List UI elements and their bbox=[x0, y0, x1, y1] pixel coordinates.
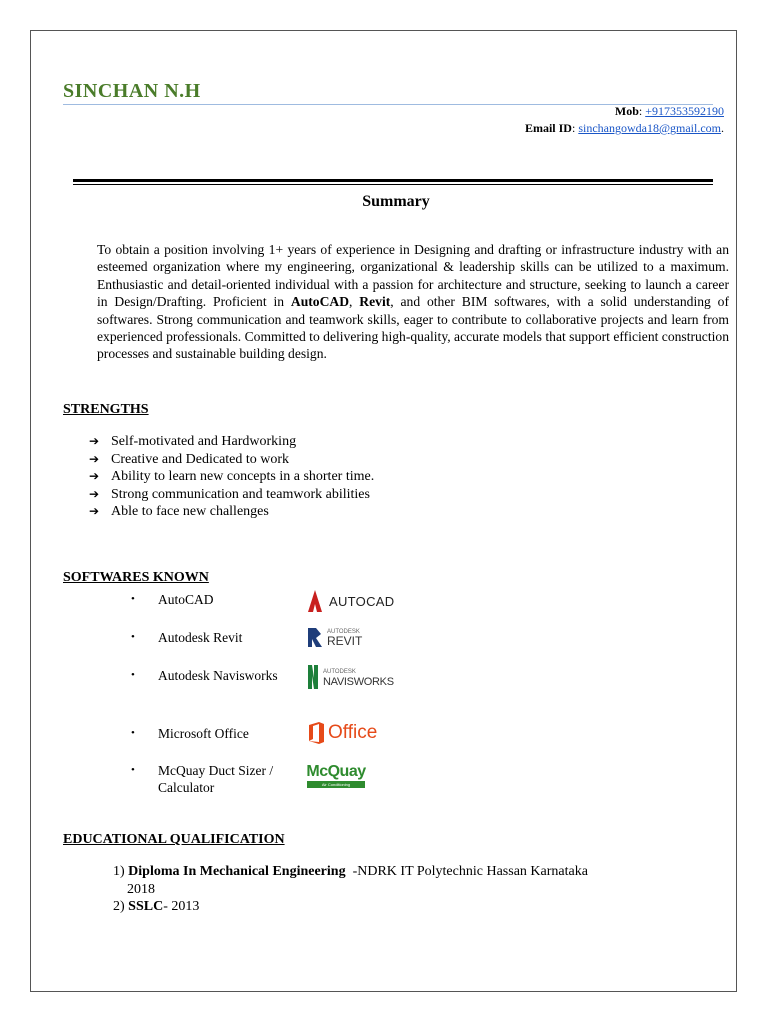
summary-title: Summary bbox=[362, 193, 430, 210]
office-logo bbox=[307, 717, 377, 749]
autocad-icon bbox=[307, 589, 323, 613]
email-line: Email ID: sinchangowda18@gmail.com. bbox=[524, 121, 724, 135]
summary-paragraph bbox=[97, 241, 729, 363]
mobile-line: Mob: +917353592190 bbox=[614, 104, 724, 118]
summary-text-1: To obtain a position involving 1+ years of experience in Designing and drafting or infrastructure industry with an esteemed organization where my engineering, organizational & leadership skills can be utilized to a maximum. Enthusiastic and detail-oriented individual with a passion for architecture and structure, seeking to launch a career in Design/Drafting. Proficient in bbox=[97, 242, 729, 310]
contact-block bbox=[525, 103, 724, 137]
software-label: Autodesk Navisworks bbox=[158, 668, 278, 683]
software-label: McQuay Duct Sizer / Calculator bbox=[158, 763, 274, 795]
list-item bbox=[89, 451, 374, 469]
arrow-right-icon: ➔ bbox=[89, 434, 100, 448]
education-heading: EDUCATIONAL QUALIFICATION bbox=[63, 832, 285, 847]
list-item bbox=[89, 503, 374, 521]
section-divider-thin bbox=[73, 184, 713, 185]
bullet: • bbox=[131, 727, 135, 739]
revit-logo-text-group bbox=[327, 628, 362, 646]
education-list bbox=[113, 863, 673, 916]
navisworks-logo-top: AUTODESK bbox=[323, 669, 356, 675]
strength-text: Creative and Dedicated to work bbox=[111, 451, 290, 467]
navisworks-logo bbox=[307, 661, 394, 693]
mcquay-logo-sub: Air Conditioning bbox=[307, 781, 365, 788]
navisworks-logo-text: NAVISWORKS bbox=[323, 676, 394, 688]
section-divider-thick bbox=[73, 179, 713, 182]
revit-logo-top: AUTODESK bbox=[327, 629, 360, 635]
summary-text-2: , bbox=[349, 294, 360, 310]
education-detail: -NDRK IT Polytechnic Hassan Karnataka bbox=[345, 864, 588, 879]
summary-bold-autocad: AutoCAD bbox=[290, 294, 350, 310]
software-label: AutoCAD bbox=[158, 592, 214, 607]
resume-page bbox=[30, 30, 737, 992]
navisworks-icon bbox=[307, 664, 319, 690]
strength-text: Able to face new challenges bbox=[111, 504, 269, 519]
summary-bold-revit: Revit bbox=[359, 294, 391, 310]
list-item bbox=[113, 863, 673, 898]
revit-logo bbox=[307, 621, 362, 653]
arrow-right-icon: ➔ bbox=[89, 504, 100, 518]
mobile-link[interactable]: +917353592190 bbox=[645, 104, 724, 118]
mcquay-logo bbox=[307, 759, 365, 791]
education-number: 1) bbox=[113, 864, 125, 879]
bullet: • bbox=[131, 631, 135, 643]
autocad-logo-text: AUTOCAD bbox=[329, 593, 395, 609]
education-title: Diploma In Mechanical Engineering bbox=[128, 864, 346, 879]
strength-text: Self-motivated and Hardworking bbox=[111, 434, 297, 449]
softwares-heading: SOFTWARES KNOWN bbox=[63, 570, 209, 585]
education-number: 2) bbox=[113, 899, 125, 914]
bullet: • bbox=[131, 593, 135, 605]
strength-text: Strong communication and teamwork abilities bbox=[111, 486, 370, 502]
revit-logo-text: REVIT bbox=[327, 634, 363, 648]
email-link[interactable]: sinchangowda18@gmail.com bbox=[578, 121, 721, 135]
software-label: Microsoft Office bbox=[158, 726, 249, 741]
list-item bbox=[89, 486, 374, 504]
list-item bbox=[89, 468, 374, 486]
education-year: 2018 bbox=[127, 881, 155, 897]
strengths-list bbox=[89, 433, 374, 521]
email-suffix: . bbox=[721, 121, 724, 135]
education-title: SSLC bbox=[128, 899, 164, 914]
email-label: Email ID bbox=[524, 121, 572, 135]
candidate-name: SINCHAN N.H bbox=[63, 80, 201, 102]
arrow-right-icon: ➔ bbox=[89, 469, 100, 483]
list-item bbox=[113, 898, 673, 916]
autocad-logo bbox=[307, 585, 394, 617]
revit-icon bbox=[307, 626, 323, 648]
mobile-label: Mob bbox=[614, 104, 639, 118]
office-logo-text: Office bbox=[328, 722, 378, 743]
office-icon bbox=[307, 721, 325, 745]
strengths-heading: STRENGTHS bbox=[63, 402, 149, 417]
arrow-right-icon: ➔ bbox=[89, 486, 100, 501]
strength-text: Ability to learn new concepts in a shorter time. bbox=[111, 469, 375, 484]
bullet: • bbox=[131, 669, 135, 681]
bullet: • bbox=[131, 764, 135, 776]
arrow-right-icon: ➔ bbox=[89, 451, 100, 466]
mcquay-icon bbox=[307, 763, 365, 788]
list-item bbox=[89, 433, 374, 451]
mcquay-logo-text: McQuay bbox=[306, 762, 366, 780]
summary-text-3: , and other BIM softwares, with a solid understanding of softwares. Strong communication and teamwork skills, eager to contribute to collaborative projects and learn from experienced professionals. Committed to delivering high-quality, accurate models that support efficient construction processes and sustainable building design. bbox=[97, 294, 729, 362]
software-label: Autodesk Revit bbox=[158, 630, 243, 645]
education-detail: - 2013 bbox=[163, 899, 200, 914]
navisworks-logo-text-group bbox=[323, 667, 394, 687]
